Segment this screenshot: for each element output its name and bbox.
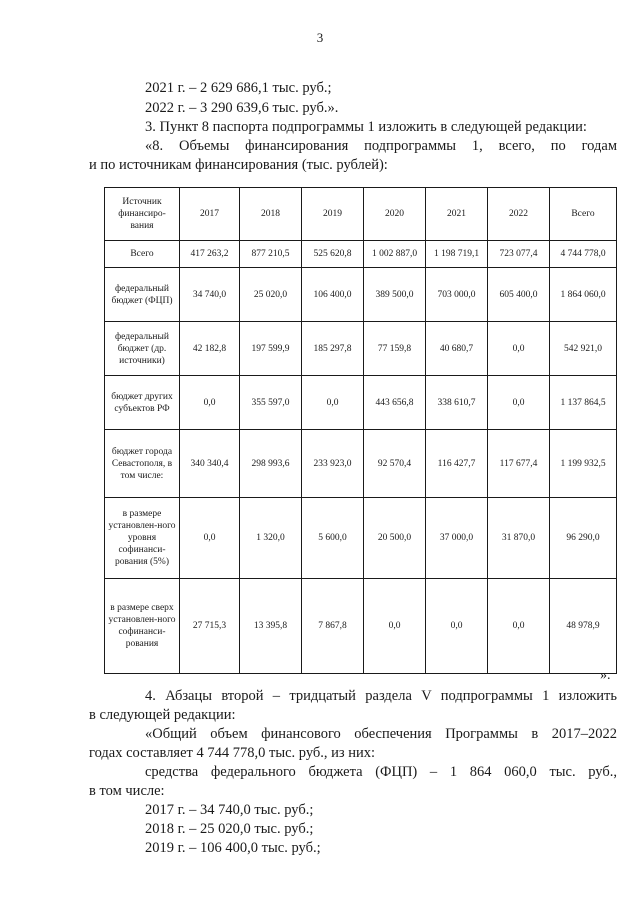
table-cell: 37 000,0 [426,498,488,579]
item-4-paragraph: 4. Абзацы второй – тридцатый раздела V подпрограммы 1 изложить [145,688,617,704]
table-cell: 233 923,0 [302,430,364,498]
table-cell: 117 677,4 [488,430,550,498]
table-cell: 703 000,0 [426,268,488,322]
header-cell-2021: 2021 [426,188,488,241]
table-row-other-subjects [105,376,617,430]
table-row-sevastopol [105,430,617,498]
row-label: Всего [105,241,180,268]
table-cell: 34 740,0 [180,268,240,322]
federal-line-2017: 2017 г. – 34 740,0 тыс. руб.; [145,802,314,818]
table-cell: 340 340,4 [180,430,240,498]
federal-funds-paragraph-cont: в том числе: [89,783,165,799]
item-8-heading-cont: и по источникам финансирования (тыс. рублей): [89,157,388,173]
row-label: бюджет города Севастополя, в том числе: [105,430,180,498]
header-cell-2020: 2020 [364,188,426,241]
table-cell: 0,0 [180,376,240,430]
header-cell-total: Всего [550,188,617,241]
table-cell: 0,0 [488,376,550,430]
table-cell: 525 620,8 [302,241,364,268]
table-cell: 0,0 [364,579,426,674]
table-cell: 77 159,8 [364,322,426,376]
table-cell: 7 867,8 [302,579,364,674]
table-cell: 92 570,4 [364,430,426,498]
table-cell: 42 182,8 [180,322,240,376]
federal-funds-paragraph: средства федерального бюджета (ФЦП) – 1 864 060,0 тыс. руб., [145,764,617,780]
table-cell: 417 263,2 [180,241,240,268]
header-cell-source: Источник финансиро-вания [105,188,180,241]
table-cell: 13 395,8 [240,579,302,674]
table-cell: 96 290,0 [550,498,617,579]
federal-line-2018: 2018 г. – 25 020,0 тыс. руб.; [145,821,314,837]
item-3-paragraph: 3. Пункт 8 паспорта подпрограммы 1 изложить в следующей редакции: [145,119,587,135]
table-cell: 298 993,6 [240,430,302,498]
financing-table [104,187,617,674]
table-cell: 1 199 932,5 [550,430,617,498]
header-cell-2018: 2018 [240,188,302,241]
table-cell: 1 137 864,5 [550,376,617,430]
total-funding-paragraph-cont: годах составляет 4 744 778,0 тыс. руб., из них: [89,745,376,761]
table-cell: 723 077,4 [488,241,550,268]
closing-quote: ». [600,668,611,683]
table-cell: 4 744 778,0 [550,241,617,268]
row-label: в размере сверх установлен-ного софинанси-рования [105,579,180,674]
header-cell-2022: 2022 [488,188,550,241]
table-row-federal-other [105,322,617,376]
table-cell: 40 680,7 [426,322,488,376]
table-cell: 106 400,0 [302,268,364,322]
table-cell: 25 020,0 [240,268,302,322]
table-header-row [105,188,617,241]
budget-line-2022: 2022 г. – 3 290 639,6 тыс. руб.». [145,100,339,116]
total-funding-paragraph: «Общий объем финансового обеспечения Программы в 2017–2022 [145,726,617,742]
table-cell: 31 870,0 [488,498,550,579]
table-cell: 542 921,0 [550,322,617,376]
table-cell: 197 599,9 [240,322,302,376]
table-cell: 1 864 060,0 [550,268,617,322]
budget-line-2021: 2021 г. – 2 629 686,1 тыс. руб.; [145,80,332,96]
table-row-federal-fcp [105,268,617,322]
table-cell: 355 597,0 [240,376,302,430]
row-label: бюджет других субъектов РФ [105,376,180,430]
header-cell-2019: 2019 [302,188,364,241]
page-number: 3 [316,30,324,45]
table-row-total [105,241,617,268]
table-cell: 338 610,7 [426,376,488,430]
table-cell: 5 600,0 [302,498,364,579]
table-cell: 877 210,5 [240,241,302,268]
table-cell: 48 978,9 [550,579,617,674]
table-cell: 20 500,0 [364,498,426,579]
table-cell: 1 198 719,1 [426,241,488,268]
table-row-cofinancing-5pct [105,498,617,579]
header-cell-2017: 2017 [180,188,240,241]
table-cell: 116 427,7 [426,430,488,498]
table-cell: 0,0 [488,579,550,674]
table-cell: 0,0 [488,322,550,376]
table-cell: 0,0 [180,498,240,579]
table-cell: 0,0 [426,579,488,674]
row-label: в размере установлен-ного уровня софинанси-рования (5%) [105,498,180,579]
table-cell: 0,0 [302,376,364,430]
item-4-paragraph-cont: в следующей редакции: [89,707,236,723]
table-cell: 443 656,8 [364,376,426,430]
table-cell: 1 320,0 [240,498,302,579]
table-cell: 389 500,0 [364,268,426,322]
table-cell: 1 002 887,0 [364,241,426,268]
item-8-heading: «8. Объемы финансирования подпрограммы 1, всего, по годам [145,138,617,154]
table-cell: 605 400,0 [488,268,550,322]
federal-line-2019: 2019 г. – 106 400,0 тыс. руб.; [145,840,321,856]
table-row-above-cofinancing [105,579,617,674]
table-cell: 185 297,8 [302,322,364,376]
row-label: федеральный бюджет (ФЦП) [105,268,180,322]
table-cell: 27 715,3 [180,579,240,674]
row-label: федеральный бюджет (др. источники) [105,322,180,376]
